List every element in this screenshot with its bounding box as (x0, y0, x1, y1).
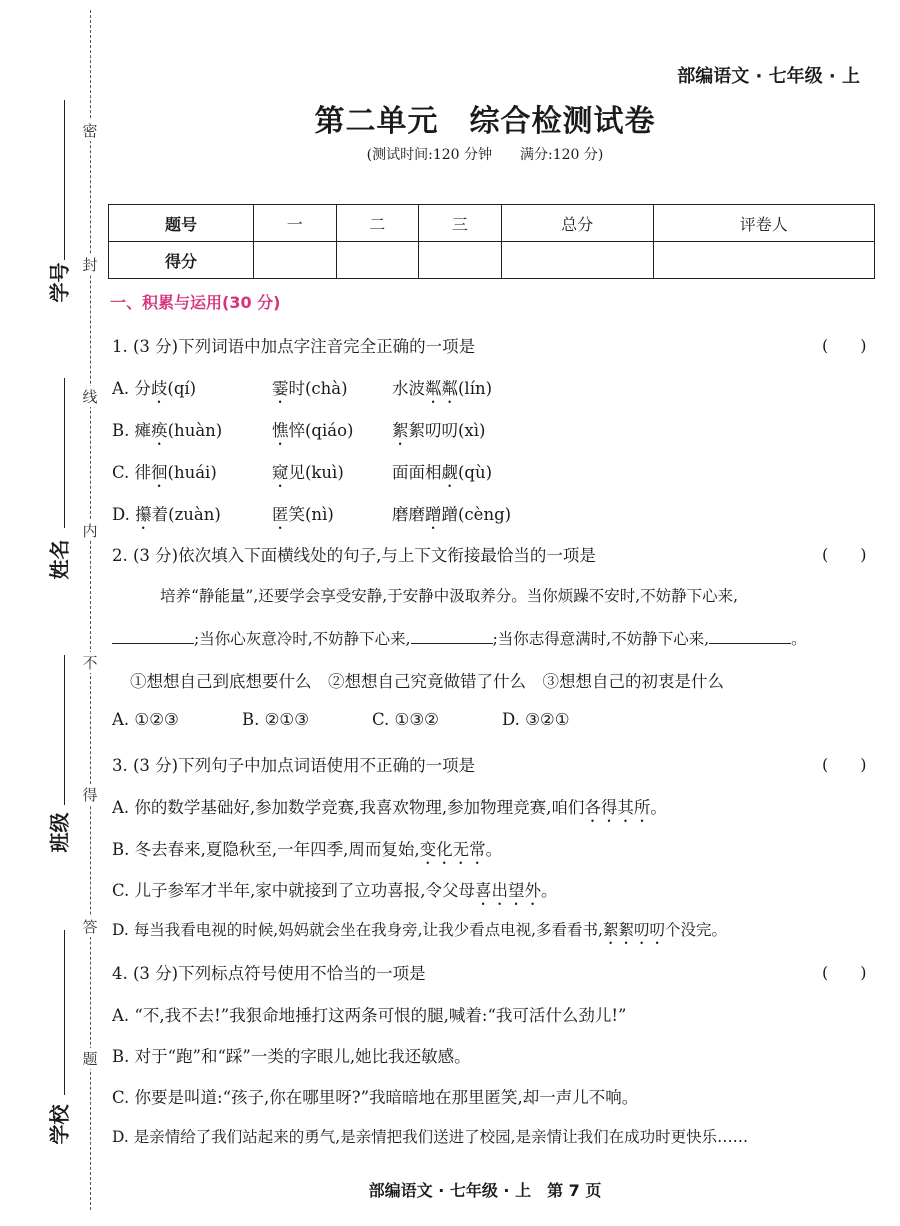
series-label: 部编语文 · 七年级 · 上 (677, 66, 860, 87)
page-subtitle: (测试时间:120 分钟 满分:120 分) (366, 147, 604, 163)
section-heading: 一、积累与运用(30 分) (110, 293, 281, 312)
name-label: 姓名 (47, 539, 72, 580)
q1-option-a: A. 分歧(qí) 霎时(chà) 水波粼粼(lín) (112, 379, 493, 398)
student-id-label: 学号 (47, 262, 72, 303)
q2-stem: 2. (3 分)依次填入下面横线处的句子,与上下文衔接最恰当的一项是 (112, 546, 596, 565)
table-cell: 题号 (109, 205, 254, 242)
fill-blank[interactable] (709, 629, 791, 644)
seal-char: 线 (80, 386, 100, 407)
q2-choices: A. ①②③ B. ②①③ C. ①③② D. ③②① (112, 710, 570, 729)
school-label: 学校 (47, 1104, 72, 1145)
q2-passage: 培养“静能量”,还要学会享受安静,于安静中汲取养分。当你烦躁不安时,不妨静下心来, (160, 587, 739, 605)
answer-paren: ( ) (822, 755, 867, 774)
seal-char: 不 (80, 652, 100, 673)
school-line (64, 930, 65, 1095)
table-row (109, 242, 875, 279)
seal-char: 题 (80, 1048, 100, 1069)
q3-option-a: A. 你的数学基础好,参加数学竞赛,我喜欢物理,参加物理竞赛,咱们各得其所。 (112, 798, 667, 817)
table-cell: 一 (254, 205, 337, 242)
score-input-cell[interactable] (336, 242, 419, 279)
seal-char: 内 (80, 520, 100, 541)
name-line (64, 378, 65, 528)
table-cell: 评卷人 (653, 205, 874, 242)
q3-option-b: B. 冬去春来,夏隐秋至,一年四季,周而复始,变化无常。 (112, 840, 503, 859)
q4-option-d: D. 是亲情给了我们站起来的勇气,是亲情把我们送进了校园,是亲情让我们在成功时更快乐…… (112, 1128, 749, 1146)
q3-stem: 3. (3 分)下列句子中加点词语使用不正确的一项是 (112, 756, 476, 775)
table-cell: 得分 (109, 242, 254, 279)
score-input-cell[interactable] (254, 242, 337, 279)
binding-dashed-line (90, 10, 91, 1210)
score-input-cell[interactable] (419, 242, 502, 279)
score-input-cell[interactable] (653, 242, 874, 279)
q4-stem: 4. (3 分)下列标点符号使用不恰当的一项是 (112, 964, 426, 983)
q4-option-a: A. “不,我不去!”我狠命地捶打这两条可恨的腿,喊着:“我可活什么劲儿!” (112, 1006, 627, 1025)
answer-paren: ( ) (822, 336, 867, 355)
q2-sentences: ①想想自己到底想要什么 ②想想自己究竟做错了什么 ③想想自己的初衷是什么 (130, 672, 724, 691)
score-table (108, 204, 875, 279)
seal-char: 得 (80, 784, 100, 805)
page-footer: 部编语文 · 七年级 · 上 第 7 页 (368, 1181, 602, 1200)
q1-option-d: D. 攥着(zuàn) 匿笑(nì) 磨磨蹭蹭(cèng) (112, 505, 512, 524)
table-cell: 二 (336, 205, 419, 242)
seal-char: 密 (80, 120, 100, 141)
page-title: 第二单元 综合检测试卷 (314, 104, 656, 139)
answer-paren: ( ) (822, 545, 867, 564)
seal-char: 封 (80, 254, 100, 275)
fill-blank[interactable] (411, 629, 493, 644)
q4-option-c: C. 你要是叫道:“孩子,你在哪里呀?”我暗暗地在那里匿笑,却一声儿不响。 (112, 1088, 639, 1107)
q1-stem: 1. (3 分)下列词语中加点字注音完全正确的一项是 (112, 337, 476, 356)
class-label: 班级 (47, 812, 72, 853)
q4-option-b: B. 对于“跑”和“踩”一类的字眼儿,她比我还敏感。 (112, 1047, 471, 1066)
q1-option-c: C. 徘徊(huái) 窥见(kuì) 面面相觑(qù) (112, 463, 493, 482)
table-cell: 总分 (501, 205, 653, 242)
score-input-cell[interactable] (501, 242, 653, 279)
table-cell: 三 (419, 205, 502, 242)
fill-blank[interactable] (112, 629, 194, 644)
q3-option-c: C. 儿子参军才半年,家中就接到了立功喜报,令父母喜出望外。 (112, 881, 558, 900)
q1-option-b: B. 瘫痪(huàn) 憔悴(qiáo) 絮絮叨叨(xì) (112, 421, 486, 440)
seal-char: 答 (80, 916, 100, 937)
table-row (109, 205, 875, 242)
q2-passage-blanks: ;当你心灰意冷时,不妨静下心来, ;当你志得意满时,不妨静下心来, 。 (112, 627, 807, 649)
answer-paren: ( ) (822, 963, 867, 982)
q3-option-d: D. 每当我看电视的时候,妈妈就会坐在我身旁,让我少看点电视,多看看书,絮絮叨叨个没完。 (112, 921, 727, 939)
class-line (64, 655, 65, 805)
